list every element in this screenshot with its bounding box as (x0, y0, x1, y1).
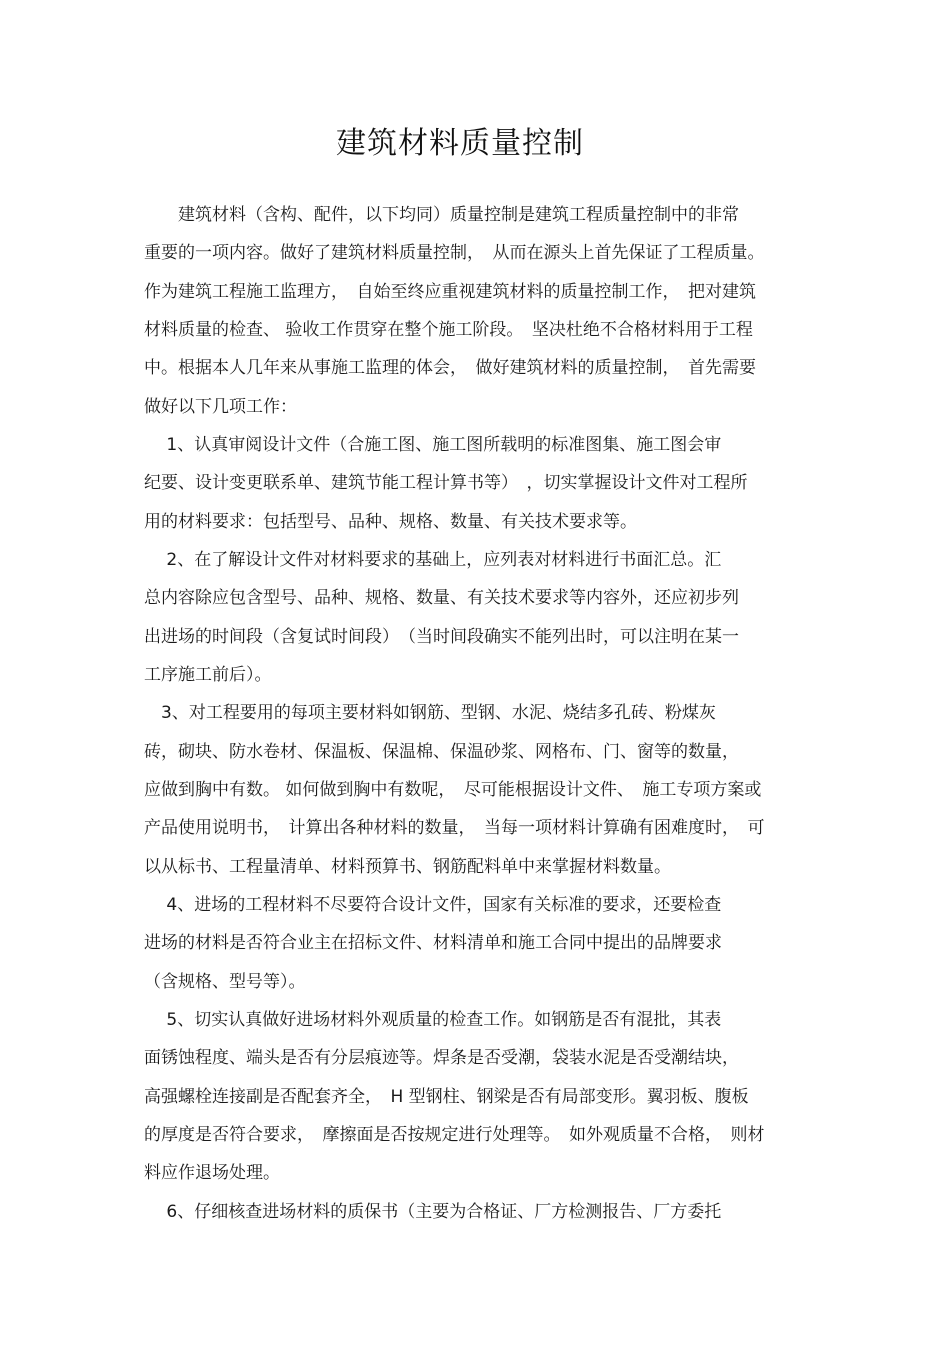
body-line: 产品使用说明书， 计算出各种材料的数量， 当每一项材料计算确有困难度时， 可 (144, 818, 765, 838)
body-line: 材料质量的检查、 验收工作贯穿在整个施工阶段。 坚决杜绝不合格材料用于工程 (144, 320, 753, 340)
body-line: 建筑材料（含构、配件，以下均同）质量控制是建筑工程质量控制中的非常 (144, 205, 739, 225)
body-line: 3、对工程要用的每项主要材料如钢筋、型钢、水泥、烧结多孔砖、粉煤灰 (144, 703, 716, 723)
body-line: 4、进场的工程材料不尽要符合设计文件，国家有关标准的要求，还要检查 (144, 895, 722, 915)
body-line: 应做到胸中有数。 如何做到胸中有数呢， 尽可能根据设计文件、 施工专项方案或 (144, 780, 762, 800)
body-line: 以从标书、工程量清单、材料预算书、钢筋配料单中来掌握材料数量。 (144, 857, 671, 877)
body-line: 进场的材料是否符合业主在招标文件、材料清单和施工合同中提出的品牌要求 (144, 933, 722, 953)
body-line: 纪要、设计变更联系单、建筑节能工程计算书等） ，切实掌握设计文件对工程所 (144, 473, 748, 493)
body-line: 的厚度是否符合要求， 摩擦面是否按规定进行处理等。 如外观质量不合格， 则材 (144, 1125, 765, 1145)
body-line: 重要的一项内容。做好了建筑材料质量控制， 从而在源头上首先保证了工程质量。 (144, 243, 765, 263)
body-line: 5、切实认真做好进场材料外观质量的检查工作。如钢筋是否有混批，其表 (144, 1010, 722, 1030)
body-line: 出进场的时间段（含复试时间段） （当时间段确实不能列出时，可以注明在某一 (144, 627, 739, 647)
body-line: 料应作退场处理。 (144, 1163, 280, 1183)
body-line: 中。根据本人几年来从事施工监理的体会， 做好建筑材料的质量控制， 首先需要 (144, 358, 756, 378)
body-line: 2、在了解设计文件对材料要求的基础上，应列表对材料进行书面汇总。汇 (144, 550, 722, 570)
body-line: 总内容除应包含型号、品种、规格、数量、有关技术要求等内容外，还应初步列 (144, 588, 739, 608)
body-line: （含规格、型号等）。 (144, 972, 306, 992)
body-line: 6、仔细核查进场材料的质保书（主要为合格证、厂方检测报告、厂方委托 (144, 1202, 722, 1222)
body-line: 工序施工前后）。 (144, 665, 272, 685)
document-title: 建筑材料质量控制 (336, 126, 584, 161)
body-line: 面锈蚀程度、端头是否有分层痕迹等。焊条是否受潮，袋装水泥是否受潮结块， (144, 1048, 739, 1068)
body-line: 砖，砌块、防水卷材、保温板、保温棉、保温砂浆、网格布、门、窗等的数量， (144, 742, 739, 762)
body-line: 1、认真审阅设计文件（合施工图、施工图所载明的标准图集、施工图会审 (144, 435, 722, 455)
body-line: 用的材料要求：包括型号、品种、规格、数量、有关技术要求等。 (144, 512, 637, 532)
body-line: 作为建筑工程施工监理方， 自始至终应重视建筑材料的质量控制工作， 把对建筑 (144, 282, 756, 302)
body-line: 做好以下几项工作： (144, 397, 297, 417)
body-line: 高强螺栓连接副是否配套齐全， H 型钢柱、钢梁是否有局部变形。翼羽板、腹板 (144, 1087, 749, 1107)
